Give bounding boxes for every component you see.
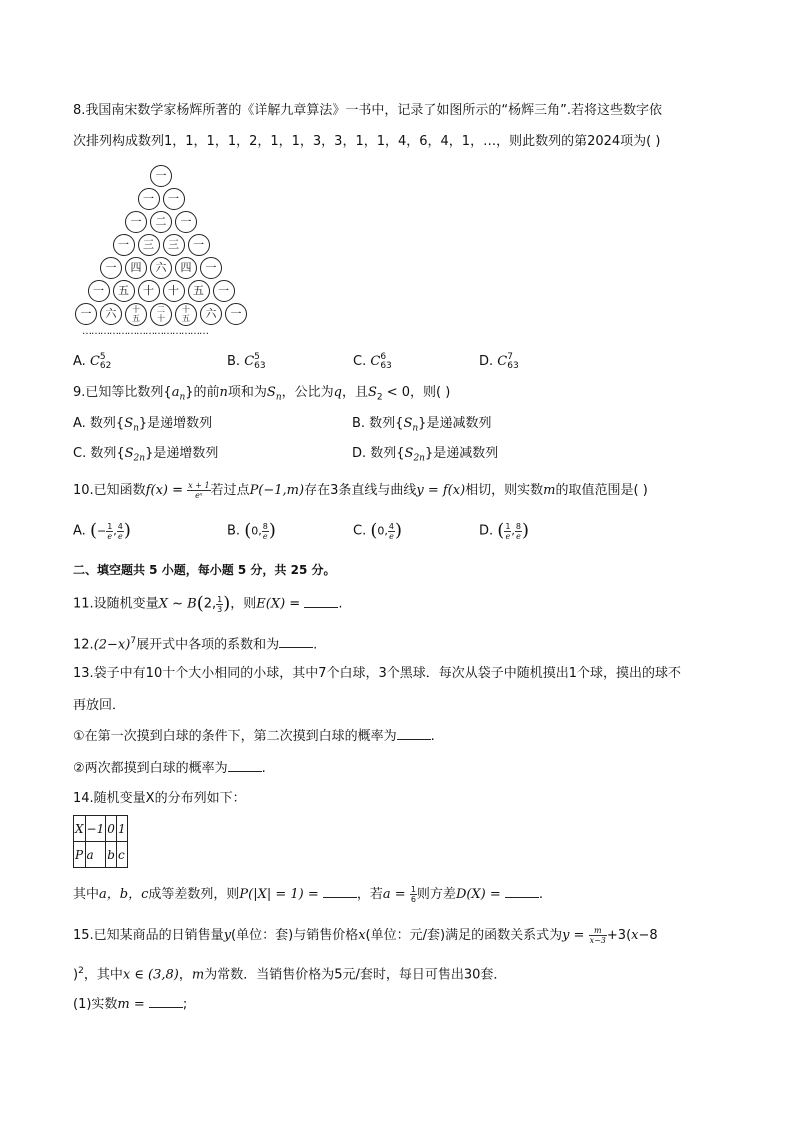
triangle-cell: 六 bbox=[100, 303, 122, 325]
triangle-cell: 十 bbox=[138, 280, 160, 302]
table-cell: c bbox=[116, 842, 127, 868]
triangle-cell: 六 bbox=[150, 257, 172, 279]
q11-sim: ~ bbox=[167, 596, 188, 612]
q14-tail bbox=[73, 885, 543, 905]
q10-fx: f(x) bbox=[145, 483, 168, 498]
table-cell: a bbox=[85, 842, 106, 868]
q15-text: −8 bbox=[638, 928, 658, 943]
table-cell: X bbox=[74, 816, 86, 842]
q11-p-den: 3 bbox=[217, 604, 223, 614]
q12 bbox=[73, 631, 317, 655]
triangle-cell: 五 bbox=[113, 280, 135, 302]
q8-option-c[interactable]: C. C 6 63 bbox=[353, 351, 392, 371]
q8-stem-line2: 次排列构成数列1，1，1，1，2，1，1，3，3，1，1，4，6，4，1，…，则此数列的第2024项为( ) bbox=[73, 134, 661, 149]
q11-n: 2, bbox=[203, 596, 217, 612]
q10-option-a[interactable]: A. (− $\frac{1}{e}$ , $\frac{4}{e}$ ) bbox=[73, 520, 131, 541]
triangle-cell: 一 bbox=[225, 303, 247, 325]
triangle-dots: …………………………………… bbox=[82, 326, 208, 337]
q14-line1: 14.随机变量X的分布列如下： bbox=[73, 791, 246, 806]
q12-num: 12. bbox=[73, 637, 94, 653]
q9-var-S2: S bbox=[367, 385, 377, 400]
q15-text: 15.已知某商品的日销售量 bbox=[73, 928, 224, 943]
triangle-cell: 四 bbox=[125, 257, 147, 279]
q13-end: . bbox=[261, 761, 266, 776]
q15-text: 为常数．当销售价格为5元/套时，每日可售出30套． bbox=[204, 967, 507, 983]
q14-distribution-table bbox=[73, 815, 128, 868]
q15-sub1-text: (1)实数 bbox=[73, 997, 118, 1012]
q9-text: 9.已知等比数列{ bbox=[73, 385, 172, 400]
triangle-cell: 一 bbox=[100, 257, 122, 279]
q13-end: . bbox=[430, 729, 435, 744]
q15-domain: x ∈ (3,8) bbox=[122, 967, 179, 983]
q9-option-d[interactable]: D. 数列$\{S_{2n}\}$是递减数列 bbox=[352, 446, 499, 464]
q9-option-b[interactable]: B. 数列$\{S_n\}$是递减数列 bbox=[352, 416, 492, 434]
triangle-cell: 六 bbox=[200, 303, 222, 325]
triangle-cell: 二 bbox=[150, 211, 172, 233]
q9-sub-n: n bbox=[275, 392, 282, 403]
q9-var-a: a bbox=[171, 385, 180, 400]
q8-option-d[interactable]: D. C 7 63 bbox=[479, 351, 519, 371]
q10-eq: = bbox=[167, 483, 188, 498]
triangle-cell: 一 bbox=[138, 188, 160, 210]
triangle-cell: 三 bbox=[163, 234, 185, 256]
q14-text: 则方差 bbox=[416, 887, 456, 902]
triangle-cell: 四 bbox=[175, 257, 197, 279]
triangle-cell: 一 bbox=[125, 211, 147, 233]
q15-text: ，其中 bbox=[83, 967, 123, 983]
q10-var-m: m bbox=[543, 483, 556, 498]
q9-sub-n: n bbox=[179, 392, 186, 403]
q11-text: ，则 bbox=[230, 596, 257, 612]
q15-pow: 2 bbox=[78, 966, 84, 976]
q12-expr: (2−x) bbox=[93, 637, 131, 653]
q8-stem-line1: 8.我国南宋数学家杨辉所著的《详解九章算法》一书中，记录了如图所示的“杨辉三角”.若将这些数字依 bbox=[73, 103, 663, 118]
q14-frac-den: 6 bbox=[410, 895, 416, 904]
q11-X: X bbox=[158, 596, 168, 612]
q11-text: 11.设随机变量 bbox=[73, 596, 159, 612]
q15-text: ， bbox=[178, 967, 192, 983]
q15-line1 bbox=[73, 926, 658, 946]
q15-text: (单位：套)与销售价格 bbox=[231, 928, 359, 943]
q11-end: . bbox=[338, 596, 343, 612]
q10-text: 的取值范围是( ) bbox=[555, 483, 648, 498]
q10-text: 若过点 bbox=[210, 483, 250, 498]
q10-fraction bbox=[187, 481, 210, 500]
triangle-cell: 一 bbox=[150, 165, 172, 187]
q13-blank2[interactable] bbox=[228, 759, 262, 772]
q14-text: ，若 bbox=[356, 887, 383, 902]
triangle-cell: 一 bbox=[175, 211, 197, 233]
q14-variance: D(X) = bbox=[455, 887, 505, 902]
q12-text: 展开式中各项的系数和为 bbox=[136, 637, 280, 653]
q11: 11.设随机变量X ~ B(2, $\frac{1}{3}$ )，则E(X) = . bbox=[73, 593, 343, 614]
yanghui-triangle bbox=[73, 165, 258, 340]
q10-text: 相切，则实数 bbox=[465, 483, 544, 498]
q14-blank2[interactable] bbox=[505, 885, 539, 898]
q10-text: 10.已知函数 bbox=[73, 483, 146, 498]
table-cell: 0 bbox=[106, 816, 117, 842]
triangle-cell: 三 bbox=[138, 234, 160, 256]
q9-sub-2: 2 bbox=[376, 392, 383, 403]
q14-prob: P(|X| = 1) = bbox=[239, 887, 323, 902]
table-cell: −1 bbox=[85, 816, 106, 842]
triangle-cell: 一 bbox=[200, 257, 222, 279]
q8-option-b[interactable]: B. C 5 63 bbox=[227, 351, 266, 371]
q15-fraction bbox=[589, 926, 607, 945]
triangle-cell: 十 bbox=[163, 280, 185, 302]
q11-B: B bbox=[187, 596, 197, 612]
q10-curve: y = f(x) bbox=[416, 483, 466, 498]
q11-p-num: 1 bbox=[217, 594, 223, 604]
q13-sub2 bbox=[73, 759, 266, 779]
q9-option-c[interactable]: C. 数列$\{S_{2n}\}$是递增数列 bbox=[73, 446, 219, 464]
triangle-cell: 一 bbox=[188, 234, 210, 256]
q15-m: m bbox=[191, 967, 205, 983]
q15-y: y bbox=[223, 928, 232, 943]
q11-blank[interactable] bbox=[304, 595, 338, 608]
q8-option-a[interactable]: A. C 5 62 bbox=[73, 351, 112, 371]
q14-frac-num: 1 bbox=[410, 885, 416, 894]
q15-sub1-end: ; bbox=[182, 997, 188, 1012]
q14-text: 成等差数列，则 bbox=[148, 887, 240, 902]
q10-option-b[interactable]: B. (0, $\frac{8}{e}$ ) bbox=[227, 520, 276, 541]
q15-text: (单位：元/套)满足的函数关系式为 bbox=[365, 928, 563, 943]
q9-text: 项和为 bbox=[227, 385, 267, 400]
q14-a-eq: a = bbox=[382, 887, 410, 902]
q12-pow: 7 bbox=[130, 636, 137, 646]
q10-point: P(−1,m) bbox=[249, 483, 305, 498]
q14-blank1[interactable] bbox=[323, 885, 357, 898]
q10-frac-den: eˣ bbox=[195, 491, 203, 500]
table-cell: P bbox=[74, 842, 86, 868]
q15-text: +3( bbox=[606, 928, 632, 943]
q15-blank1[interactable] bbox=[149, 995, 183, 1008]
q14-vars: a，b，c bbox=[99, 887, 149, 902]
triangle-cell: 一 bbox=[163, 188, 185, 210]
q15-x2: x bbox=[631, 928, 639, 943]
q13-sub1 bbox=[73, 727, 435, 747]
q13-sub1-text: ①在第一次摸到白球的条件下，第二次摸到白球的概率为 bbox=[73, 729, 397, 744]
q15-line2 bbox=[73, 961, 506, 985]
table-cell: b bbox=[106, 842, 117, 868]
q15-y-eq: y = bbox=[562, 928, 589, 943]
q9-var-q: q bbox=[333, 385, 342, 400]
q11-EX: E(X) bbox=[256, 596, 286, 612]
table-row bbox=[74, 816, 128, 842]
q14-fraction bbox=[410, 885, 417, 904]
q15-frac-num: m bbox=[589, 926, 607, 936]
q10-option-d[interactable]: D. ( $\frac{1}{e}$ , $\frac{8}{e}$ ) bbox=[479, 520, 530, 541]
q13-line2: 再放回． bbox=[73, 698, 126, 713]
q13-line1: 13.袋子中有10十个大小相同的小球，其中7个白球，3个黑球．每次从袋子中随机摸出1个球，摸出的球不 bbox=[73, 666, 682, 681]
table-cell: 1 bbox=[116, 816, 127, 842]
q9-text: < 0，则( ) bbox=[382, 385, 451, 400]
q9-text: }的前 bbox=[185, 385, 220, 400]
q15-x: x bbox=[358, 928, 366, 943]
q9-stem bbox=[73, 383, 450, 408]
q15-sub1-m: m = bbox=[117, 997, 149, 1012]
q14-text: 其中 bbox=[73, 887, 100, 902]
triangle-cell: 十 五 bbox=[125, 303, 147, 326]
table-row bbox=[74, 842, 128, 868]
q10-text: 存在3条直线与曲线 bbox=[304, 483, 417, 498]
q12-end: . bbox=[313, 637, 318, 653]
q9-var-n: n bbox=[219, 385, 228, 400]
q15-frac-den: x−3 bbox=[589, 936, 606, 945]
triangle-cell: 五 bbox=[188, 280, 210, 302]
triangle-cell: 一 bbox=[75, 303, 97, 325]
triangle-cell: 一 bbox=[113, 234, 135, 256]
q9-text: ，公比为 bbox=[281, 385, 334, 400]
q9-option-a[interactable]: A. 数列$\{S_n\}$是递增数列 bbox=[73, 416, 213, 434]
q10-stem bbox=[73, 481, 648, 501]
q11-eq: = bbox=[285, 596, 305, 612]
q13-blank1[interactable] bbox=[397, 727, 431, 740]
triangle-cell: 一 bbox=[213, 280, 235, 302]
q13-sub2-text: ②两次都摸到白球的概率为 bbox=[73, 761, 228, 776]
section-2-heading: 二、填空题共 5 小题，每小题 5 分，共 25 分。 bbox=[73, 563, 336, 577]
q9-text: ，且 bbox=[341, 385, 368, 400]
q15-paren: ) bbox=[73, 967, 79, 983]
q10-frac-num: x + 1 bbox=[188, 481, 210, 490]
q15-sub1 bbox=[73, 995, 187, 1015]
q12-blank[interactable] bbox=[279, 635, 313, 648]
triangle-cell: 十 五 bbox=[175, 303, 197, 326]
q14-end: . bbox=[538, 887, 544, 902]
triangle-cell: 一 bbox=[88, 280, 110, 302]
q10-option-c[interactable]: C. (0, $\frac{4}{e}$ ) bbox=[353, 520, 403, 541]
q9-var-S: S bbox=[266, 385, 276, 400]
triangle-cell: 二 十 bbox=[150, 303, 172, 326]
